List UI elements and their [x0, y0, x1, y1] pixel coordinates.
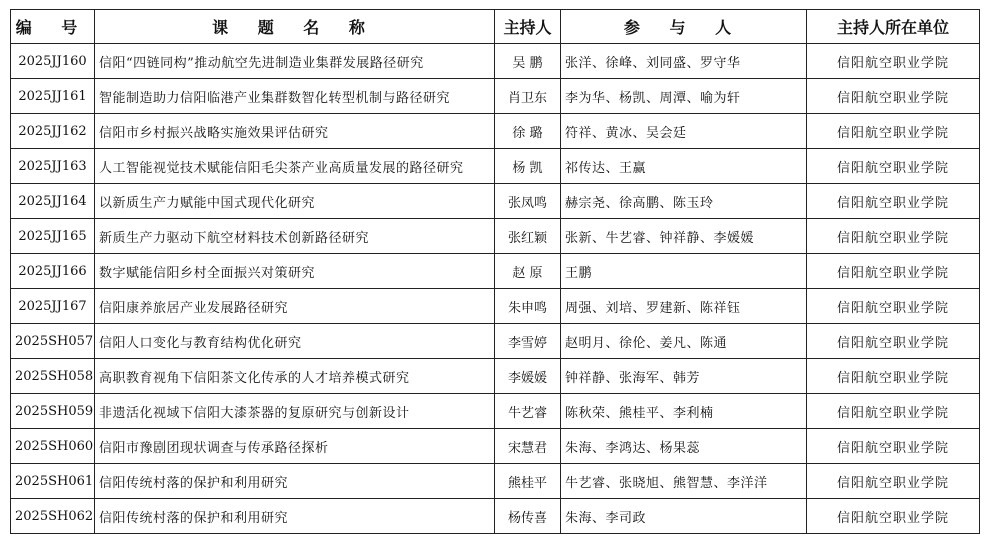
cell-host: 肖卫东: [495, 79, 561, 114]
cell-title: 非遗活化视域下信阳大漆茶器的复原研究与创新设计: [95, 394, 495, 429]
table-header: [11, 10, 980, 44]
cell-title: 信阳传统村落的保护和利用研究: [95, 499, 495, 534]
cell-unit: 信阳航空职业学院: [807, 114, 980, 149]
header-row: [11, 10, 980, 44]
table-row: [11, 429, 980, 464]
cell-code: 2025SH058: [11, 359, 95, 394]
cell-unit: 信阳航空职业学院: [807, 254, 980, 289]
cell-unit: 信阳航空职业学院: [807, 324, 980, 359]
cell-unit: 信阳航空职业学院: [807, 79, 980, 114]
cell-code: 2025SH061: [11, 464, 95, 499]
cell-host: 熊桂平: [495, 464, 561, 499]
table-row: [11, 324, 980, 359]
cell-host: 牛艺睿: [495, 394, 561, 429]
table-row: [11, 149, 980, 184]
cell-unit: 信阳航空职业学院: [807, 44, 980, 79]
header-host: 主持人: [495, 10, 561, 44]
cell-code: 2025JJ164: [11, 184, 95, 219]
cell-participants: 符祥、黄冰、吴会廷: [561, 114, 807, 149]
table-row: [11, 114, 980, 149]
cell-title: 新质生产力驱动下航空材料技术创新路径研究: [95, 219, 495, 254]
cell-participants: 张洋、徐峰、刘同盛、罗守华: [561, 44, 807, 79]
table-row: [11, 44, 980, 79]
cell-host: 宋慧君: [495, 429, 561, 464]
cell-title: 信阳市豫剧团现状调查与传承路径探析: [95, 429, 495, 464]
cell-title: 信阳“四链同构”推动航空先进制造业集群发展路径研究: [95, 44, 495, 79]
cell-title: 数字赋能信阳乡村全面振兴对策研究: [95, 254, 495, 289]
cell-participants: 牛艺睿、张晓旭、熊智慧、李洋洋: [561, 464, 807, 499]
cell-host: 李媛媛: [495, 359, 561, 394]
cell-code: 2025SH059: [11, 394, 95, 429]
cell-participants: 周强、刘培、罗建新、陈祥钰: [561, 289, 807, 324]
cell-code: 2025JJ160: [11, 44, 95, 79]
cell-unit: 信阳航空职业学院: [807, 394, 980, 429]
cell-title: 信阳市乡村振兴战略实施效果评估研究: [95, 114, 495, 149]
cell-host: 杨传喜: [495, 499, 561, 534]
cell-code: 2025JJ167: [11, 289, 95, 324]
cell-participants: 钟祥静、张海军、韩芳: [561, 359, 807, 394]
cell-participants: 赵明月、徐伦、姜凡、陈通: [561, 324, 807, 359]
cell-unit: 信阳航空职业学院: [807, 429, 980, 464]
cell-host: 徐 璐: [495, 114, 561, 149]
header-unit: 主持人所在单位: [807, 10, 980, 44]
table-body: [11, 44, 980, 534]
cell-unit: 信阳航空职业学院: [807, 149, 980, 184]
cell-title: 信阳康养旅居产业发展路径研究: [95, 289, 495, 324]
cell-unit: 信阳航空职业学院: [807, 464, 980, 499]
cell-host: 张凤鸣: [495, 184, 561, 219]
table-row: [11, 79, 980, 114]
table-row: [11, 394, 980, 429]
project-table: [10, 9, 980, 534]
cell-participants: 王鹏: [561, 254, 807, 289]
cell-title: 高职教育视角下信阳茶文化传承的人才培养模式研究: [95, 359, 495, 394]
cell-unit: 信阳航空职业学院: [807, 499, 980, 534]
cell-participants: 朱海、李鸿达、杨果蕊: [561, 429, 807, 464]
header-code: 编 号: [11, 10, 95, 44]
table-row: [11, 499, 980, 534]
table-row: [11, 359, 980, 394]
cell-host: 李雪婷: [495, 324, 561, 359]
table-row: [11, 219, 980, 254]
cell-host: 张红颖: [495, 219, 561, 254]
cell-code: 2025SH057: [11, 324, 95, 359]
cell-title: 智能制造助力信阳临港产业集群数智化转型机制与路径研究: [95, 79, 495, 114]
cell-participants: 赫宗尧、徐高鹏、陈玉玲: [561, 184, 807, 219]
cell-participants: 祁传达、王赢: [561, 149, 807, 184]
table-row: [11, 184, 980, 219]
cell-code: 2025SH060: [11, 429, 95, 464]
cell-host: 吴 鹏: [495, 44, 561, 79]
cell-host: 赵 原: [495, 254, 561, 289]
table-row: [11, 289, 980, 324]
cell-title: 信阳人口变化与教育结构优化研究: [95, 324, 495, 359]
cell-code: 2025JJ162: [11, 114, 95, 149]
cell-code: 2025JJ166: [11, 254, 95, 289]
cell-code: 2025JJ163: [11, 149, 95, 184]
cell-unit: 信阳航空职业学院: [807, 219, 980, 254]
table-row: [11, 254, 980, 289]
cell-code: 2025SH062: [11, 499, 95, 534]
cell-participants: 李为华、杨凯、周潭、喻为轩: [561, 79, 807, 114]
cell-participants: 张新、牛艺睿、钟祥静、李媛媛: [561, 219, 807, 254]
cell-title: 人工智能视觉技术赋能信阳毛尖茶产业高质量发展的路径研究: [95, 149, 495, 184]
cell-title: 以新质生产力赋能中国式现代化研究: [95, 184, 495, 219]
cell-participants: 朱海、李司政: [561, 499, 807, 534]
header-participants: 参 与 人: [561, 10, 807, 44]
cell-host: 杨 凯: [495, 149, 561, 184]
cell-code: 2025JJ165: [11, 219, 95, 254]
cell-unit: 信阳航空职业学院: [807, 359, 980, 394]
cell-code: 2025JJ161: [11, 79, 95, 114]
table-row: [11, 464, 980, 499]
cell-title: 信阳传统村落的保护和利用研究: [95, 464, 495, 499]
cell-participants: 陈秋荣、熊桂平、李利楠: [561, 394, 807, 429]
cell-unit: 信阳航空职业学院: [807, 184, 980, 219]
header-title: 课 题 名 称: [95, 10, 495, 44]
cell-unit: 信阳航空职业学院: [807, 289, 980, 324]
cell-host: 朱申鸣: [495, 289, 561, 324]
